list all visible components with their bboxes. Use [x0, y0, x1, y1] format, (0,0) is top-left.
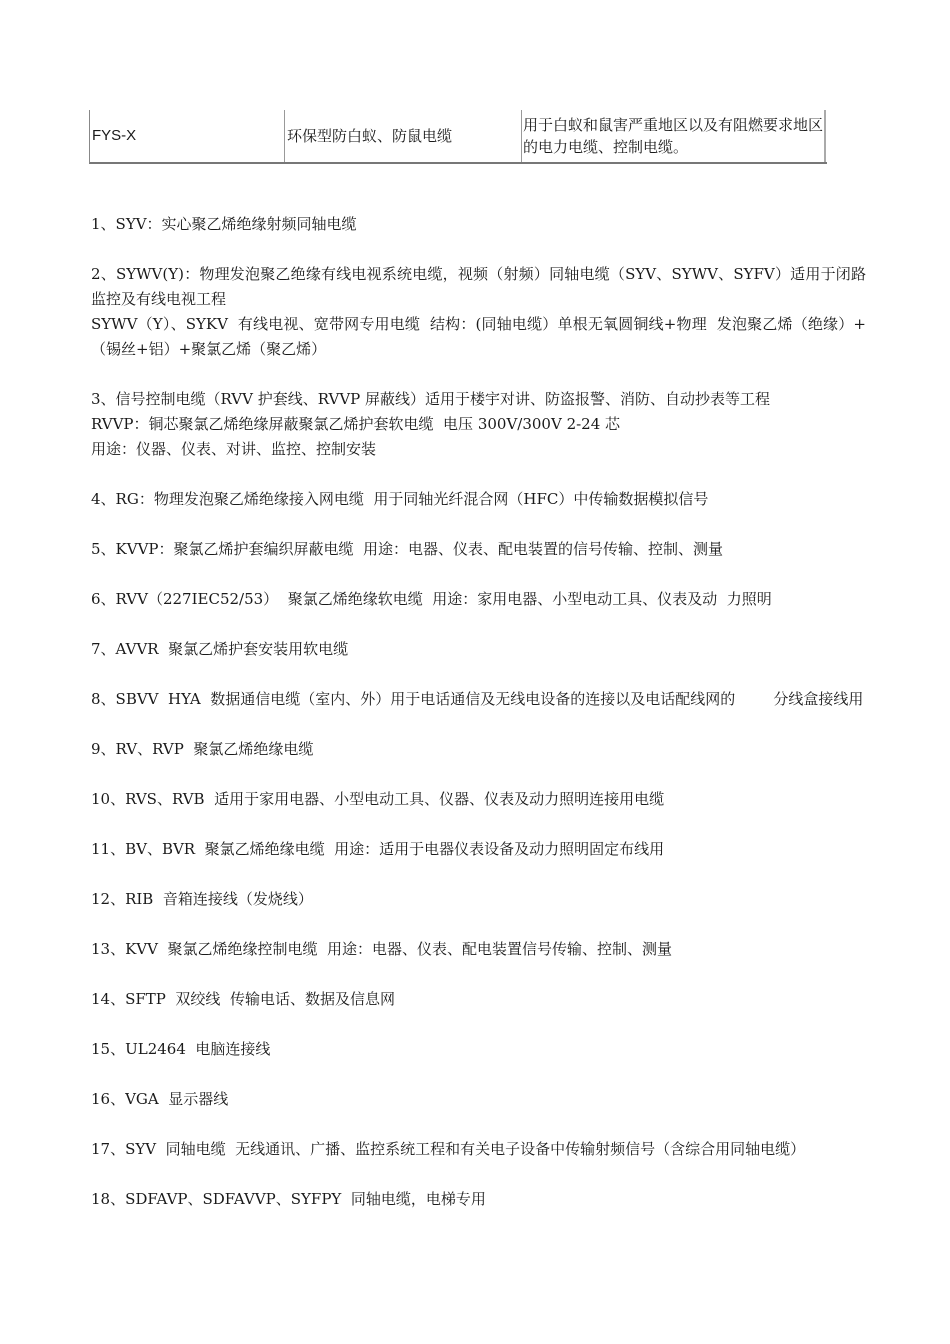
- list-item: [91, 937, 866, 962]
- list-item-line: 18、SDFAVP、SDFAVVP、SYFPY 同轴电缆，电梯专用: [91, 1190, 486, 1208]
- list-item: [91, 1037, 866, 1062]
- list-item-line: 用途：仪器、仪表、对讲、监控、控制安装: [91, 440, 377, 458]
- list-item: [91, 262, 866, 362]
- list-item: [91, 587, 866, 612]
- list-item-line: 12、RIB 音箱连接线（发烧线）: [91, 890, 313, 908]
- list-item: [91, 487, 866, 512]
- list-item: [91, 387, 866, 462]
- list-item: [91, 737, 866, 762]
- list-item: [91, 1137, 866, 1162]
- list-item-line: 1、SYV：实心聚乙烯绝缘射频同轴电缆: [91, 215, 357, 233]
- list-item-line: 3、信号控制电缆（RVV 护套线、RVVP 屏蔽线）适用于楼宇对讲、防盗报警、消防、自动抄表等工程: [91, 390, 771, 408]
- list-item: [91, 637, 866, 662]
- table-cell-usage: [522, 110, 826, 162]
- list-item-line: RVVP：铜芯聚氯乙烯绝缘屏蔽聚氯乙烯护套软电缆 电压 300V/300V 2-24 芯: [91, 415, 621, 433]
- list-item: [91, 212, 866, 237]
- spec-table: [89, 110, 827, 164]
- list-item-line: 9、RV、RVP 聚氯乙烯绝缘电缆: [91, 740, 314, 758]
- table-cell-name: 环保型防白蚁、防鼠电缆: [285, 110, 522, 162]
- list-item-line: 4、RG：物理发泡聚乙烯绝缘接入网电缆 用于同轴光纤混合网（HFC）中传输数据模拟信号: [91, 490, 709, 508]
- list-item: [91, 1187, 866, 1212]
- list-item-line: 6、RVV（227IEC52/53） 聚氯乙烯绝缘软电缆 用途：家用电器、小型电动工具、仪表及动 力照明: [91, 590, 772, 608]
- list-item: [91, 987, 866, 1012]
- list-item-line: 10、RVS、RVB 适用于家用电器、小型电动工具、仪器、仪表及动力照明连接用电缆: [91, 790, 665, 808]
- list-item-line: 5、KVVP：聚氯乙烯护套编织屏蔽电缆 用途：电器、仪表、配电装置的信号传输、控制、测量: [91, 540, 724, 558]
- list-item: [91, 887, 866, 912]
- list-item: [91, 787, 866, 812]
- list-item: [91, 537, 866, 562]
- list-item-line: 14、SFTP 双绞线 传输电话、数据及信息网: [91, 990, 395, 1008]
- list-item-line: SYWV（Y）、SYKV 有线电视、宽带网专用电缆 结构：(同轴电缆）单根无氧圆铜线+物理 发泡聚乙烯（绝缘）+（锡丝+铝）+聚氯乙烯（聚乙烯）: [91, 315, 866, 358]
- table-cell-model: FYS-X: [90, 110, 285, 162]
- list-item: [91, 687, 866, 712]
- list-item-line: 2、SYWV(Y)：物理发泡聚乙绝缘有线电视系统电缆，视频（射频）同轴电缆（SYV、SYWV、SYFV）适用于闭路监控及有线电视工程: [91, 265, 866, 308]
- list-item-line: 8、SBVV HYA 数据通信电缆（室内、外）用于电话通信及无线电设备的连接以及电话配线网的 分线盒接线用: [91, 690, 864, 708]
- list-item-line: 15、UL2464 电脑连接线: [91, 1040, 271, 1058]
- list-item-line: 13、KVV 聚氯乙烯绝缘控制电缆 用途：电器、仪表、配电装置信号传输、控制、测量: [91, 940, 673, 958]
- list-item: [91, 1087, 866, 1112]
- list-item-line: 7、AVVR 聚氯乙烯护套安装用软电缆: [91, 640, 349, 658]
- list-item-line: 17、SYV 同轴电缆 无线通讯、广播、监控系统工程和有关电子设备中传输射频信号（含综合用同轴电缆）: [91, 1140, 806, 1158]
- list-item: [91, 837, 866, 862]
- cable-list: [91, 212, 866, 1237]
- list-item-line: 11、BV、BVR 聚氯乙烯绝缘电缆 用途：适用于电器仪表设备及动力照明固定布线用: [91, 840, 665, 858]
- table-cell-usage-text: 用于白蚁和鼠害严重地区以及有阻燃要求地区的电力电缆、控制电缆。: [523, 116, 824, 156]
- list-item-line: 16、VGA 显示器线: [91, 1090, 229, 1108]
